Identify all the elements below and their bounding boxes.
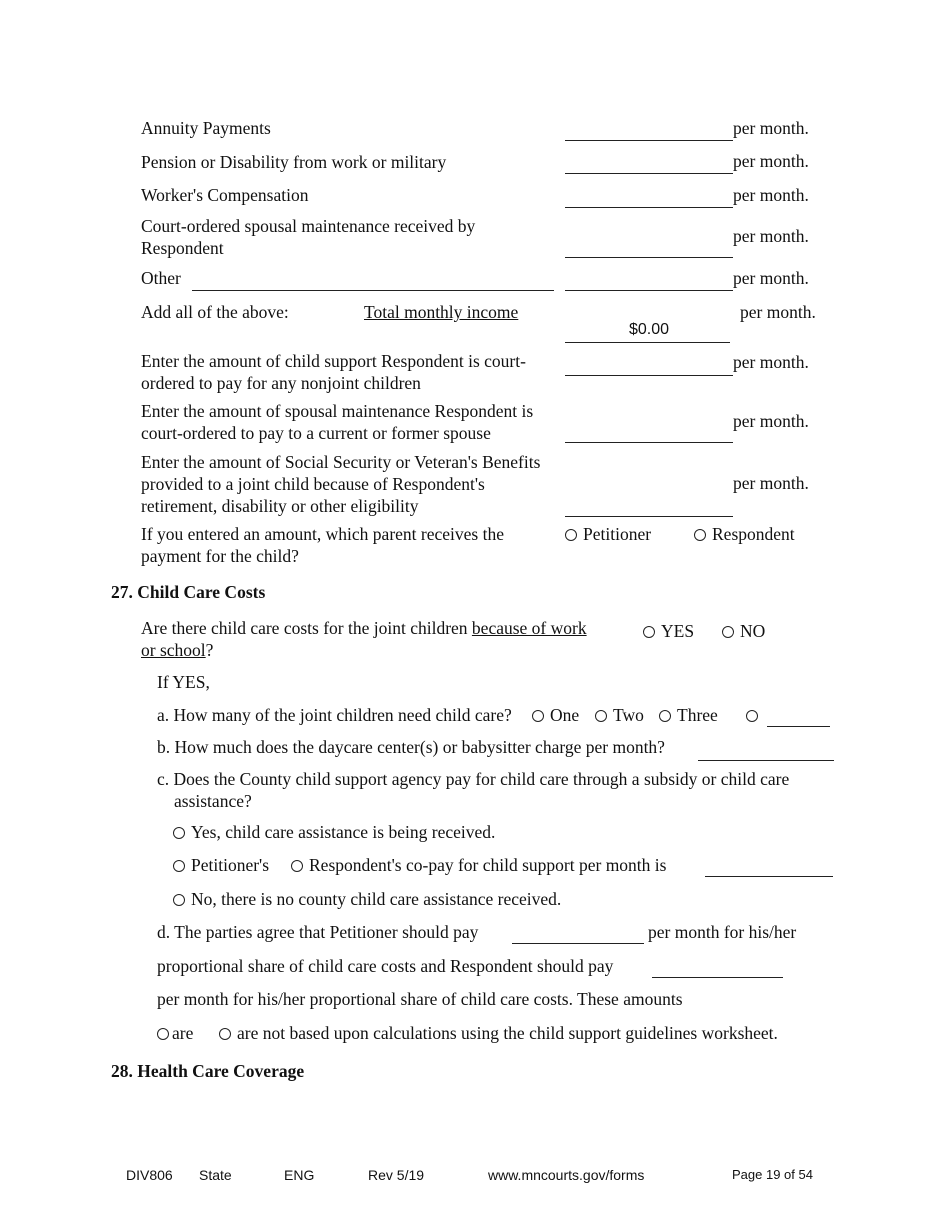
per-month-label: per month. xyxy=(733,226,809,246)
child-care-question-end: ? xyxy=(205,640,214,660)
other-description-field[interactable] xyxy=(192,290,554,291)
if-yes-label: If YES, xyxy=(157,672,210,692)
petitioners-copay-radio[interactable] xyxy=(173,855,269,876)
count-one-label: One xyxy=(550,705,580,725)
question-d-line1-end: per month for his/her xyxy=(648,922,797,942)
respondent-radio[interactable] xyxy=(694,524,795,545)
child-support-nonjoint-label: Enter the amount of child support Respondent is court-ordered to pay for any nonjoint children xyxy=(141,351,526,393)
per-month-label: per month. xyxy=(733,411,809,431)
annuity-amount-field[interactable] xyxy=(565,140,733,141)
radio-circle-icon xyxy=(659,710,671,722)
per-month-label: per month. xyxy=(733,268,809,288)
pension-amount-field[interactable] xyxy=(565,173,733,174)
count-other-field[interactable] xyxy=(767,726,830,727)
footer-language: ENG xyxy=(284,1167,315,1183)
question-c-text: c. Does the County child support agency pay for child care through a subsidy or child care assistance? xyxy=(157,769,790,811)
spousal-received-label: Court-ordered spousal maintenance received by Respondent xyxy=(141,216,476,258)
spousal-paid-amount-field[interactable] xyxy=(565,442,733,443)
per-month-label: per month. xyxy=(740,302,816,322)
respondents-copay-radio[interactable] xyxy=(291,855,666,876)
petitioner-radio[interactable] xyxy=(565,524,651,545)
footer-page-number: Page 19 of 54 xyxy=(732,1167,813,1182)
amounts-are-label: are xyxy=(172,1023,194,1043)
question-b: b. How much does the daycare center(s) or babysitter charge per month? xyxy=(157,737,665,757)
no-radio-label: NO xyxy=(740,621,766,641)
per-month-label: per month. xyxy=(733,185,809,205)
per-month-label: per month. xyxy=(733,151,809,171)
petitioners-copay-label: Petitioner's xyxy=(191,855,270,875)
count-other-radio[interactable] xyxy=(746,705,764,726)
spousal-received-amount-field[interactable] xyxy=(565,257,733,258)
radio-circle-icon xyxy=(532,710,544,722)
other-amount-field[interactable] xyxy=(565,290,733,291)
assistance-no-label: No, there is no county child care assistance received. xyxy=(191,889,562,909)
amounts-are-not-label: are not based upon calculations using the child support guidelines worksheet. xyxy=(237,1023,778,1043)
question-a: a. How many of the joint children need child care? xyxy=(157,705,512,725)
assistance-no-radio[interactable] xyxy=(173,889,561,910)
total-monthly-income-label: Total monthly income xyxy=(364,302,519,322)
child-care-question-text: Are there child care costs for the joint children xyxy=(141,618,472,638)
radio-circle-icon xyxy=(722,626,734,638)
radio-circle-icon xyxy=(595,710,607,722)
petitioner-share-field[interactable] xyxy=(512,943,644,944)
respondent-share-field[interactable] xyxy=(652,977,783,978)
ss-benefits-label: Enter the amount of Social Security or Veteran's Benefits provided to a joint child because of Respondent's retirement, disability or other eligibility xyxy=(141,452,541,516)
add-all-label: Add all of the above: xyxy=(141,302,289,322)
per-month-label: per month. xyxy=(733,352,809,372)
per-month-label: per month. xyxy=(733,473,809,493)
respondent-radio-label: Respondent xyxy=(712,524,795,544)
workers-comp-label: Worker's Compensation xyxy=(141,185,309,205)
footer-revision: Rev 5/19 xyxy=(368,1167,425,1183)
copay-amount-field[interactable] xyxy=(705,876,833,877)
respondents-copay-label: Respondent's co-pay for child support per month is xyxy=(309,855,667,875)
question-c xyxy=(157,768,817,812)
other-label: Other xyxy=(141,268,181,288)
question-d-line3: per month for his/her proportional share of child care costs. These amounts xyxy=(157,989,683,1009)
petitioner-radio-label: Petitioner xyxy=(583,524,652,544)
radio-circle-icon xyxy=(173,860,185,872)
radio-circle-icon xyxy=(643,626,655,638)
radio-circle-icon xyxy=(694,529,706,541)
amounts-are-radio[interactable] xyxy=(157,1023,193,1044)
child-care-question-line1 xyxy=(141,618,587,639)
radio-circle-icon xyxy=(565,529,577,541)
child-care-question-emphasis: or school xyxy=(141,640,206,660)
assistance-yes-radio[interactable] xyxy=(173,822,495,843)
count-two-radio[interactable] xyxy=(595,705,644,726)
ss-benefits-amount-field[interactable] xyxy=(565,516,733,517)
child-care-question-line2 xyxy=(141,640,213,661)
radio-circle-icon xyxy=(173,827,185,839)
footer-form-id: DIV806 xyxy=(126,1167,173,1183)
radio-circle-icon xyxy=(173,894,185,906)
child-care-no-radio[interactable] xyxy=(722,621,765,642)
question-d-line2: proportional share of child care costs and Respondent should pay xyxy=(157,956,614,976)
daycare-charge-field[interactable] xyxy=(698,760,834,761)
amounts-are-not-radio[interactable] xyxy=(219,1023,778,1044)
radio-circle-icon xyxy=(157,1028,169,1040)
workers-comp-amount-field[interactable] xyxy=(565,207,733,208)
child-support-nonjoint-amount-field[interactable] xyxy=(565,375,733,376)
per-month-label: per month. xyxy=(733,118,809,138)
question-d-line1: d. The parties agree that Petitioner should pay xyxy=(157,922,479,942)
total-monthly-income-value: $0.00 xyxy=(629,321,670,338)
pension-label: Pension or Disability from work or military xyxy=(141,152,447,172)
count-one-radio[interactable] xyxy=(532,705,579,726)
child-care-question-emphasis: because of work xyxy=(471,618,587,638)
footer-url: www.mncourts.gov/forms xyxy=(488,1167,645,1183)
annuity-label: Annuity Payments xyxy=(141,118,271,138)
footer-state: State xyxy=(199,1167,232,1183)
yes-radio-label: YES xyxy=(661,621,695,641)
spousal-paid-label: Enter the amount of spousal maintenance Respondent is court-ordered to pay to a current or former spouse xyxy=(141,401,534,443)
section-27-heading: 27. Child Care Costs xyxy=(111,582,266,602)
which-parent-label: If you entered an amount, which parent receives the payment for the child? xyxy=(141,524,504,566)
radio-circle-icon xyxy=(291,860,303,872)
count-three-radio[interactable] xyxy=(659,705,718,726)
radio-circle-icon xyxy=(219,1028,231,1040)
count-three-label: Three xyxy=(677,705,718,725)
count-two-label: Two xyxy=(613,705,644,725)
child-care-yes-radio[interactable] xyxy=(643,621,694,642)
total-income-field-line xyxy=(565,342,730,343)
assistance-yes-label: Yes, child care assistance is being received. xyxy=(191,822,496,842)
radio-circle-icon xyxy=(746,710,758,722)
section-28-heading: 28. Health Care Coverage xyxy=(111,1061,305,1081)
